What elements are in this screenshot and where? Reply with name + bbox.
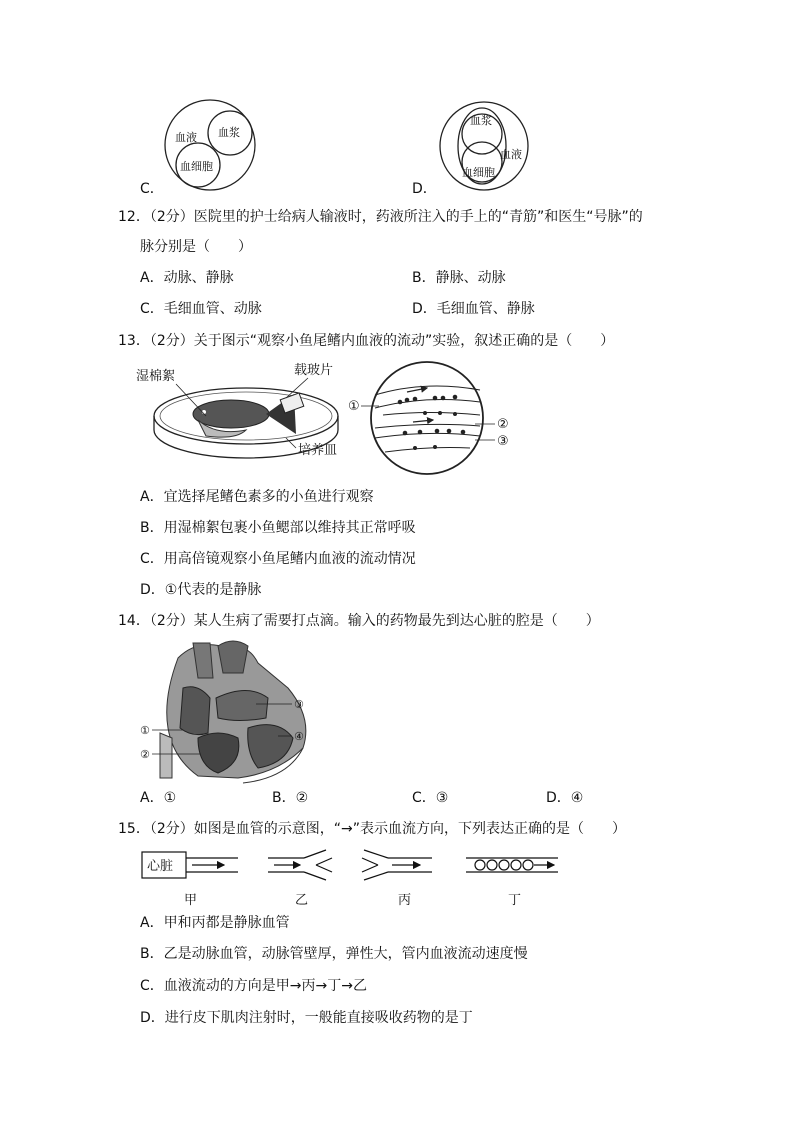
q15-option-b: B．乙是动脉血管，动脉管壁厚，弹性大，管内血液流动速度慢 xyxy=(140,946,528,962)
option-c-label: C． xyxy=(140,181,164,197)
label-petri-dish: 培养皿 xyxy=(298,443,338,458)
label-yi: 乙 xyxy=(295,893,309,908)
q13-stem: 13．（2分）关于图示“观察小鱼尾鳍内血液的流动”实验，叙述正确的是（ ） xyxy=(118,333,615,349)
label-ding: 丁 xyxy=(508,893,522,908)
q14-option-a: A．① xyxy=(140,790,177,806)
q12-stem-line2: 脉分别是（ ） xyxy=(140,239,252,255)
label-chamber-3: ③ xyxy=(294,698,304,711)
blood-vessel-diagrams xyxy=(140,848,570,910)
q12-option-c: C．毛细血管、动脉 xyxy=(140,301,262,317)
q14-option-b: B．② xyxy=(272,790,309,806)
label-chamber-4: ④ xyxy=(294,730,304,743)
label-jia: 甲 xyxy=(184,893,198,908)
q14-stem: 14．（2分）某人生病了需要打点滴。输入的药物最先到达心脏的腔是（ ） xyxy=(118,613,600,629)
q12-option-b: B．静脉、动脉 xyxy=(412,270,506,286)
label-plasma: 血浆 xyxy=(218,126,240,139)
label-vessel-3: ③ xyxy=(497,434,509,449)
label-blood: 血液 xyxy=(500,148,522,161)
label-vessel-2: ② xyxy=(497,417,509,432)
fish-petri-dish-figure xyxy=(136,358,366,468)
venn-diagram-d xyxy=(438,98,538,198)
label-blood-cells: 血细胞 xyxy=(180,160,213,173)
q13-option-b: B．用湿棉絮包裹小鱼鳃部以维持其正常呼吸 xyxy=(140,520,416,536)
q14-option-d: D．④ xyxy=(546,790,584,806)
q13-option-d: D．①代表的是静脉 xyxy=(140,582,262,598)
label-wet-cotton: 湿棉絮 xyxy=(136,369,176,384)
q15-stem: 15．（2分）如图是血管的示意图，“→”表示血流方向，下列表达正确的是（ ） xyxy=(118,821,626,837)
q15-option-a: A．甲和丙都是静脉血管 xyxy=(140,915,290,931)
venn-diagram-c xyxy=(160,95,260,195)
label-chamber-1: ① xyxy=(140,724,150,737)
label-bing: 丙 xyxy=(398,893,412,908)
q13-option-a: A．宜选择尾鳍色素多的小鱼进行观察 xyxy=(140,489,374,505)
option-d-label: D． xyxy=(412,181,437,197)
heart-diagram xyxy=(138,638,318,783)
q12-stem-line1: 12．（2分）医院里的护士给病人输液时，药液所注入的手上的“青筋”和医生“号脉”的 xyxy=(118,209,643,225)
microscope-view-figure xyxy=(345,360,520,480)
q13-option-c: C．用高倍镜观察小鱼尾鳍内血液的流动情况 xyxy=(140,551,416,567)
q15-option-d: D．进行皮下肌肉注射时，一般能直接吸收药物的是丁 xyxy=(140,1010,473,1026)
q15-option-c: C．血液流动的方向是甲→丙→丁→乙 xyxy=(140,978,367,994)
q14-option-c: C．③ xyxy=(412,790,449,806)
q12-option-d: D．毛细血管、静脉 xyxy=(412,301,535,317)
label-vessel-1: ① xyxy=(348,399,360,414)
label-heart: 心脏 xyxy=(147,859,174,874)
q12-option-a: A．动脉、静脉 xyxy=(140,270,234,286)
label-plasma: 血浆 xyxy=(470,114,492,127)
label-slide: 载玻片 xyxy=(294,363,334,378)
label-blood-cells: 血细胞 xyxy=(462,166,495,179)
label-blood: 血液 xyxy=(175,131,197,144)
label-chamber-2: ② xyxy=(140,748,150,761)
